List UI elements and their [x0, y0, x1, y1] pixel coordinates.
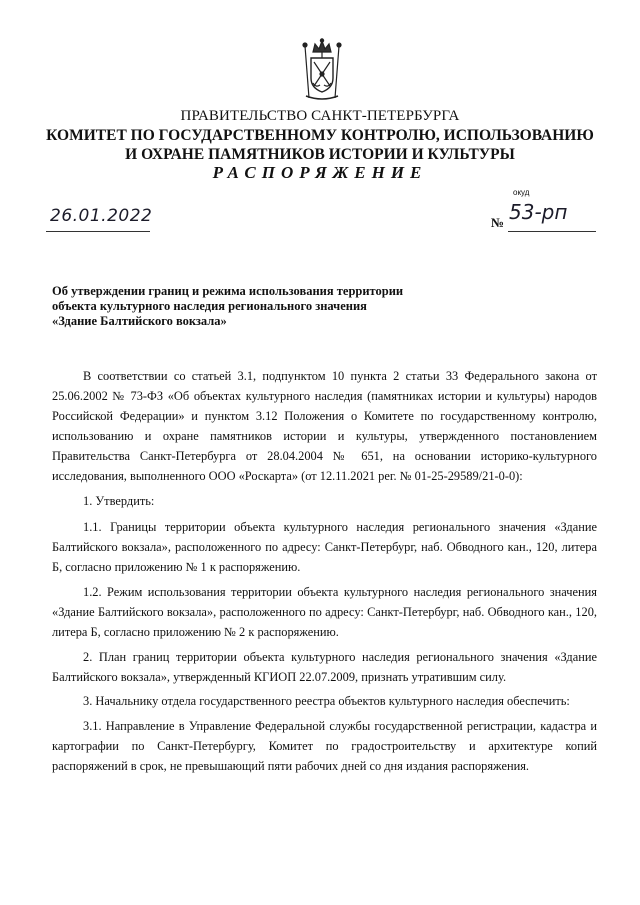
- coat-of-arms-icon: [300, 38, 344, 102]
- document-number: 53-рп: [509, 200, 568, 224]
- document-title: [52, 284, 472, 329]
- title-line: «Здание Балтийского вокзала»: [52, 314, 227, 328]
- number-underline: [508, 231, 596, 232]
- clause-1-1: 1.1. Границы территории объекта культурного наследия регионального значения «Здание Балтийского вокзала», расположенного по адресу: Санкт-Петербург, наб. Обводного кан., 120, литера Б, согласно приложению № 1 к распоряжению.: [52, 520, 597, 575]
- government-name: ПРАВИТЕЛЬСТВО САНКТ-ПЕТЕРБУРГА: [180, 108, 460, 124]
- committee-name-line2: И ОХРАНЕ ПАМЯТНИКОВ ИСТОРИИ И КУЛЬТУРЫ: [125, 146, 515, 163]
- clause-1: 1. Утвердить:: [83, 494, 155, 509]
- clause-3: 3. Начальнику отдела государственного реестра объектов культурного наследия обеспечить:: [83, 694, 570, 709]
- clause-2: 2. План границ территории объекта культурного наследия регионального значения «Здание Балтийского вокзала», утвержденный КГИОП 22.07.2009, признать утратившим силу.: [52, 649, 597, 684]
- date-underline: [46, 231, 150, 232]
- preamble-paragraph: В соответствии со статьей 3.1, подпунктом 10 пункта 2 статьи 33 Федерального закона от 25.06.2002 № 73-ФЗ «Об объектах культурного наследия (памятниках истории и культуры) народов Российской Федерации» и пунктом 3.12 Положения о Комитете по государственному контролю, использованию и охране памятников истории и культуры, утвержденного постановлением Правительства Санкт-Петербурга от 28.04.2004 № 651, на основании историко-культурного исследования, выполненного ООО «Роскарта» (от 12.11.2021 рег. № 01-25-29589/21-0-0):: [52, 369, 597, 484]
- title-line: объекта культурного наследия регионального значения: [52, 299, 367, 313]
- committee-name: [0, 126, 640, 164]
- clause-3-1: 3.1. Направление в Управление Федеральной службы государственной регистрации, кадастра и картографии по Санкт-Петербургу, Комитет по градостроительству и архитектуре копий распоряжений в срок, не превышающий пяти рабочих дней со дня издания распоряжения.: [52, 719, 597, 774]
- committee-name-line1: КОМИТЕТ ПО ГОСУДАРСТВЕННОМУ КОНТРОЛЮ, ИСПОЛЬЗОВАНИЮ: [46, 127, 594, 144]
- title-line: Об утверждении границ и режима использования территории: [52, 284, 404, 298]
- document-type: РАСПОРЯЖЕНИЕ: [212, 163, 428, 182]
- document-date: 26.01.2022: [50, 206, 153, 226]
- okud-label: окуд: [513, 188, 530, 197]
- document-body: [52, 366, 597, 781]
- number-sign: №: [491, 215, 505, 230]
- clause-1-2: 1.2. Режим использования территории объекта культурного наследия регионального значения «Здание Балтийского вокзала», расположенного по адресу: Санкт-Петербург, наб. Обводного кан., 120, литера Б, согласно приложению № 2 к распоряжению.: [52, 584, 597, 640]
